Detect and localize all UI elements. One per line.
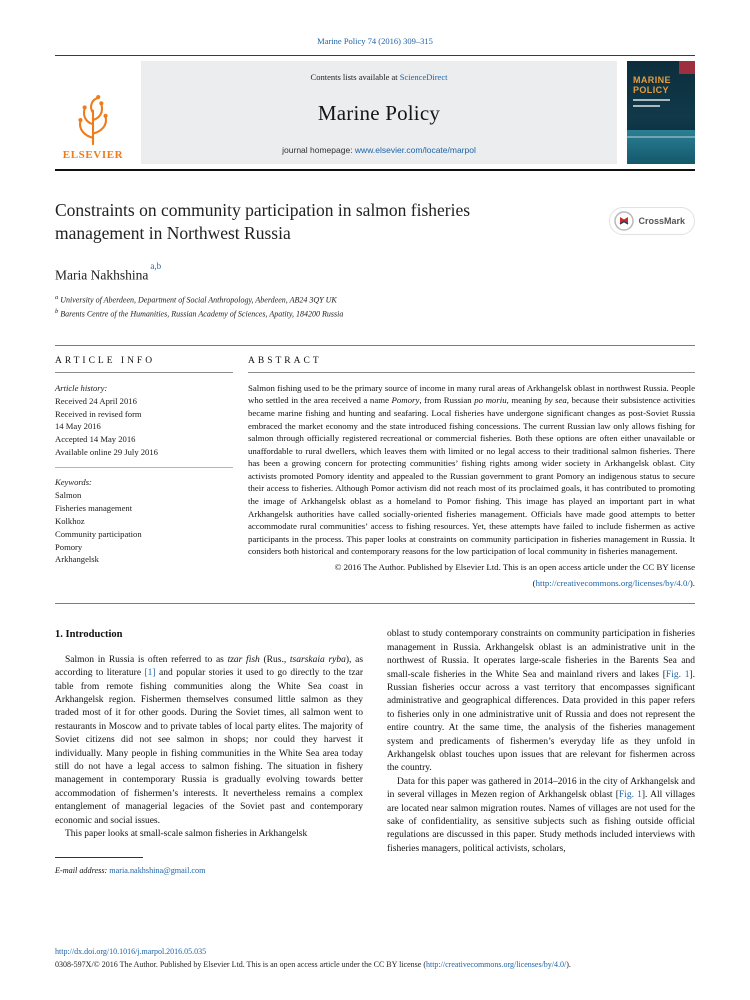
abstract-column xyxy=(248,356,695,590)
article-history-label: Article history: xyxy=(55,382,108,393)
article-history-line: Received in revised form xyxy=(55,408,142,419)
cover-title-line1: MARINE xyxy=(633,75,671,85)
copyright-line xyxy=(55,959,695,972)
cover-title xyxy=(627,61,695,95)
article-title: Constraints on community participation in salmon fisheries management in Northwest Russia xyxy=(55,200,471,244)
affiliations xyxy=(55,293,695,321)
crossmark-label: CrossMark xyxy=(638,216,685,226)
affiliation-mark: b xyxy=(55,307,59,315)
email-label: E-mail address: xyxy=(55,866,110,876)
author-name: Maria Nakhshina xyxy=(55,267,149,283)
keywords-divider xyxy=(55,467,233,468)
keyword: Kolkhoz xyxy=(55,515,85,526)
affiliation-text: Barents Centre of the Humanities, Russian Academy of Sciences, Apatity, 184200 Russia xyxy=(58,309,344,319)
author-affiliation-marks[interactable]: a,b xyxy=(150,261,162,272)
body-columns xyxy=(55,628,695,878)
author-email-link[interactable]: maria.nakhshina@gmail.com xyxy=(109,866,206,876)
footer-license-link[interactable]: http://creativecommons.org/licenses/by/4.0/ xyxy=(425,960,567,970)
license-paren-close: ). xyxy=(689,577,695,588)
inline-link[interactable]: [1] xyxy=(144,668,156,679)
cover-caption-bar xyxy=(633,99,670,101)
sciencedirect-link[interactable]: ScienceDirect xyxy=(399,72,448,82)
article-history-line: Available online 29 July 2016 xyxy=(55,447,158,458)
article-history-line: Accepted 14 May 2016 xyxy=(55,434,136,445)
cover-title-line2: POLICY xyxy=(633,85,669,96)
article-info-abstract-section xyxy=(55,345,695,605)
left-column xyxy=(55,628,363,878)
section-heading-introduction: 1. Introduction xyxy=(55,629,123,641)
inline-link[interactable]: Fig. 1 xyxy=(665,669,690,680)
journal-homepage-line xyxy=(147,145,611,155)
affiliation xyxy=(55,307,695,321)
keyword: Arkhangelsk xyxy=(55,554,99,565)
article-info-heading: ARTICLE INFO xyxy=(55,356,233,373)
abstract-license-line xyxy=(248,577,695,590)
keyword: Community participation xyxy=(55,528,142,539)
article-history-line: Received 24 April 2016 xyxy=(55,395,137,406)
copyright-text: 0308-597X/© 2016 The Author. Published by Elsevier Ltd. This is an open access article under the CC BY license ( xyxy=(55,960,426,970)
abstract-heading: ABSTRACT xyxy=(248,356,695,373)
footnote-divider xyxy=(55,857,143,858)
intro-paragraph-1: Salmon in Russia is often referred to as tzar fish (Rus., tsarskaia ryba), as according to literature [1] and popular stories it used to go directly to the tzar table from remote fishing communities along the White Sea coast in Arkhangelsk region. Fishermen themselves consumed little salmon as they traded most of it for other goods. During the Soviet times, all salmon went to restaurants in Moscow and to private tables of local party elites. The majority of Soviet citizens did not see salmon in shops; nor could they harvest it individually. Many people in fishing communities in the White Sea area today still do not have a legal access to salmon fishing. The situation in fishery management in contemporary Russia is gradually evolving towards better accommodation of fishermen’s interests. It nevertheless remains a complex entanglement of managerial legacies of the Soviet past and contemporary economic and social issues. xyxy=(55,654,364,826)
intro-paragraph-4: Data for this paper was gathered in 2014–2016 in the city of Arkhangelsk and in several villages in Mezen region of Arkhangelsk oblast [Fig. 1]. All villages are located near salmon migration routes. Names of villages are not used for the sake of confidentiality, as sensitive subjects such as fishing outside official regulations are discussed in this paper. Study methods included interviews with fisheries managers, political activists, scholars, xyxy=(387,776,695,854)
journal-header-panel xyxy=(141,61,617,164)
homepage-label: journal homepage: xyxy=(282,145,355,155)
cc-license-link[interactable]: http://creativecommons.org/licenses/by/4.0/ xyxy=(535,577,690,588)
keyword: Pomory xyxy=(55,541,83,552)
journal-title: Marine Policy xyxy=(317,101,441,125)
affiliation-mark: a xyxy=(55,293,59,301)
article-history-line: 14 May 2016 xyxy=(55,421,101,432)
doi-link[interactable]: http://dx.doi.org/10.1016/j.marpol.2016.05.035 xyxy=(55,947,207,957)
author-line xyxy=(55,261,695,284)
right-column xyxy=(387,628,695,878)
abstract-text: Salmon fishing used to be the primary source of income in many rural areas of Arkhangelsk oblast in northwest Russia. People who settled in the area received a name Pomory, from Russian po moriu, meaning by sea, because their subsistence activities became marine fishing and hunting and seafaring. Local fisheries have undergone significant changes as post-Soviet Russia embraced the market economy and the state introduced fishing concessions. The current Russian law only allows fishing for salmon through officially registered recreational or commercial fisheries. Both these options are often either unavailable or unaffordable to rural dwellers, which leaves them with limited or no legal access to their traditional salmon fisheries. There has been a growing concern for protecting communities’ fishing rights among wider society in Arkhangelsk oblast. City activists promoted Pomory identity and appealed to the Russian government to grant Pomory an indigenous status to secure their access to fisheries. Although Pomor activism did not reach most of its proclaimed goals, it has contributed to promoting the image of Arkhangelsk oblast as a homeland to Pomor fishing. This image has played an important part in what Arkhangelsk authorities have called socially-oriented fisheries management. Officials have made good attempts to better accommodate rural communities’ access to fishing resources. Yet, these attempts have failed to include fishermen as active participants in the process. This paper looks at constraints on community participation in fisheries management in Russia. It considers both historical and contemporary reasons for the low participation of local community in fisheries management. xyxy=(248,382,695,557)
keyword: Fisheries management xyxy=(55,502,133,513)
affiliation xyxy=(55,293,695,307)
contents-list-text: Contents lists available at xyxy=(310,72,400,82)
inline-link[interactable]: Fig. 1 xyxy=(618,790,642,801)
article-info-column xyxy=(55,356,233,590)
top-divider xyxy=(55,55,695,56)
cover-image xyxy=(627,130,695,164)
crossmark-icon xyxy=(614,211,634,231)
elsevier-logo[interactable] xyxy=(55,61,131,164)
cover-caption-bar xyxy=(633,105,660,107)
keyword: Salmon xyxy=(55,490,82,501)
masthead-divider xyxy=(55,169,695,171)
elsevier-tree-icon xyxy=(70,91,116,147)
footnote-email-line xyxy=(55,864,363,877)
journal-cover-thumbnail[interactable] xyxy=(627,61,695,164)
journal-homepage-link[interactable]: www.elsevier.com/locate/marpol xyxy=(354,145,476,155)
license-paren-open: ( xyxy=(532,577,536,588)
journal-citation-link[interactable]: Marine Policy 74 (2016) 309–315 xyxy=(317,36,433,46)
intro-paragraph-2: This paper looks at small-scale salmon fisheries in Arkhangelsk xyxy=(65,829,308,840)
page-footer xyxy=(55,946,695,972)
affiliation-text: University of Aberdeen, Department of Social Anthropology, Aberdeen, AB24 3QY UK xyxy=(58,295,337,305)
abstract-copyright: © 2016 The Author. Published by Elsevier Ltd. This is an open access article under the CC BY license xyxy=(334,561,695,572)
intro-paragraph-3: oblast to study contemporary constraints on community participation in fisheries management in Russia. Arkhangelsk oblast is an administrative unit in the northwest of Russia. It operates large-scale fisheries in the Barents Sea and small-scale fisheries in the White Sea and mainland rivers and lakes [Fig. 1]. Russian fisheries occur across a vast territory that encompasses significant administrative and geographical differences. Data provided in this paper refers to fisheries only in one administrative unit of Russia and does not represent the entire country. At the same time, the analysis of the fisheries management system and predicaments of fishermen’s everyday life as they unfold in Arkhangelsk oblast touches upon issues that are relevant for fishermen across the country. xyxy=(387,629,695,774)
masthead xyxy=(55,61,695,164)
contents-list-line xyxy=(147,72,611,82)
crossmark-badge[interactable] xyxy=(609,207,695,235)
elsevier-wordmark: ELSEVIER xyxy=(62,149,124,161)
keywords-label: Keywords: xyxy=(55,477,92,488)
copyright-text-end: ). xyxy=(566,960,571,970)
